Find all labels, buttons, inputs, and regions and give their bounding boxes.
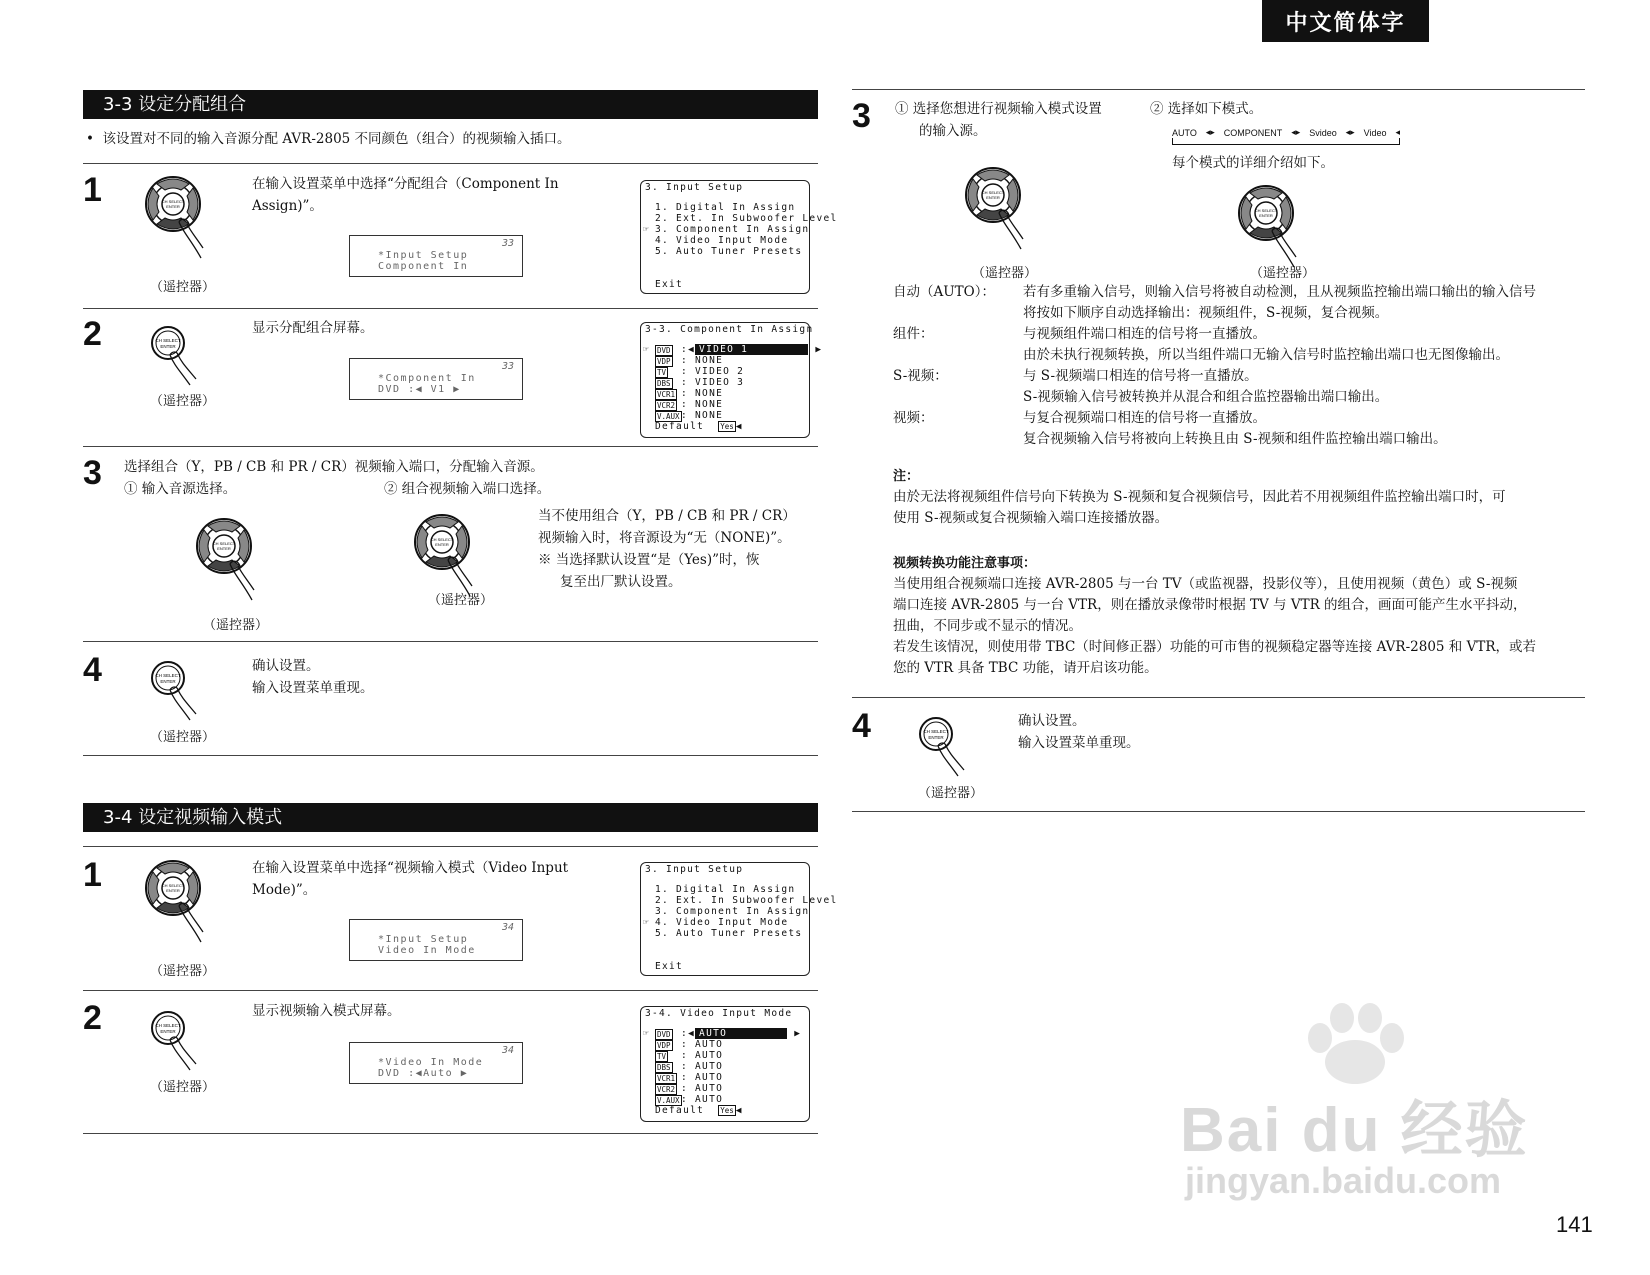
step-text: 在输入设置菜单中选择“视频输入模式（Video Input Mode)”。 (252, 860, 569, 898)
svg-text:CH SELECT: CH SELECT (155, 1023, 181, 1028)
osd-source-value: :◀ AUTO ▶ (681, 1028, 802, 1039)
svg-text:CH SELECT: CH SELECT (155, 338, 181, 343)
mode-description: 与视频组件端口相连的信号将一直播放。 (1023, 326, 1266, 342)
osd-source-label: TV (657, 368, 667, 377)
mode-term (893, 345, 1023, 366)
svg-text:ENTER: ENTER (928, 735, 944, 740)
caution-text: 当使用组合视频端口连接 AVR-2805 与一台 TV（或监视器，投影仪等），且使用视频（黄色）或 S-视频 端口连接 AVR-2805 与一台 VTR，则在播放录像带时根据 TV 与 VTR 的组合，画面可能产生水平抖动， 扭曲，不同步或不显示的情况。 若发生该情况，则使用带 TBC（时间修正器）功能的可市售的视频稳定器等连接 AVR-2805 和 VTR，或若 您的 VTR 具备 TBC 功能，请开启该功能。 (893, 576, 1536, 676)
mode-term (893, 303, 1023, 324)
remote-caption: （遥控器） (203, 618, 269, 633)
svg-text:CH SELECT: CH SELECT (161, 199, 185, 204)
mode-description: 由於未执行视频转换，所以当组件端口无输入信号时监控输出端口也无图像输出。 (1023, 347, 1509, 363)
mode-term (893, 429, 1023, 450)
divider (83, 163, 818, 164)
mode-definitions (893, 282, 1583, 450)
step-text: 显示视频输入模式屏幕。 (252, 1003, 401, 1019)
svg-text:ENTER: ENTER (986, 195, 1000, 200)
mode-description: 复合视频输入信号将被向上转换且由 S-视频和组件监控输出端口输出。 (1023, 431, 1447, 447)
svg-text:CH SELECT: CH SELECT (981, 190, 1005, 195)
osd-source-value: : AUTO (681, 1083, 724, 1094)
svg-text:ENTER: ENTER (166, 888, 180, 893)
osd-default-row: Default Yes ◀ (655, 1105, 743, 1116)
osd-source-value: : VIDEO 3 (681, 377, 745, 388)
osd-source-label: VDP (657, 1041, 671, 1050)
svg-text:CH SELECT: CH SELECT (1254, 208, 1278, 213)
svg-text:CH SELECT: CH SELECT (212, 541, 236, 546)
menu-cursor-icon: ☞ (643, 1028, 651, 1039)
remote-caption: （遥控器） (150, 730, 216, 745)
svg-text:CH SELECT: CH SELECT (430, 537, 454, 542)
watermark-url: jingyan.baidu.com (1185, 1160, 1502, 1201)
mode-term: 组件： (893, 326, 934, 342)
step-text: 在输入设置菜单中选择“分配组合（Component In Assign)”。 (252, 176, 559, 214)
osd-video-input-mode-screen (640, 1006, 810, 1122)
step-text: 确认设置。 输入设置菜单重现。 (1018, 713, 1140, 751)
osd-source-value: : AUTO (681, 1061, 724, 1072)
step-sub: ① 选择您想进行视频输入模式设置 的输入源。 (895, 101, 1102, 139)
watermark-brand: Bai du 经验 (1180, 1096, 1529, 1165)
divider (83, 990, 818, 991)
mode-cycle-diagram: AUTO ◂▸ COMPONENT ◂▸ Svideo ◂▸ Video ◂ (1172, 127, 1402, 149)
remote-caption: （遥控器） (1250, 266, 1316, 281)
remote-enter-button-icon (150, 1010, 210, 1079)
mode-description: 将按如下顺序自动选择输出：视频组件，S-视频，复合视频。 (1023, 305, 1389, 321)
step-note: 当不使用组合（Y，PB / CB 和 PR / CR） 视频输入时，将音源设为“无（NONE)”。 ※ 当选择默认设置“是（Yes)”时，恢 复至出厂默认设置。 (538, 508, 796, 590)
svg-text:ENTER: ENTER (217, 546, 231, 551)
section-3-3-bullet: • 该设置对不同的输入音源分配 AVR-2805 不同颜色（组合）的视频输入插口。 (86, 131, 571, 147)
mode-component: COMPONENT (1223, 127, 1283, 138)
remote-enter-button-icon (918, 716, 978, 785)
remote-arrow-pad-icon (143, 174, 203, 268)
step-number: 1 (83, 171, 102, 209)
mode-video: Video (1363, 127, 1387, 138)
note-text: 由於无法将视频组件信号向下转换为 S-视频和复合视频信号，因此若不用视频组件监控输出端口时，可 使用 S-视频或复合视频输入端口连接播放器。 (893, 489, 1506, 526)
menu-cursor-icon: ☞ (643, 917, 651, 928)
osd-source-value: : NONE (681, 399, 724, 410)
caution-heading: 视频转换功能注意事项： (893, 556, 1037, 571)
osd-source-value: : AUTO (681, 1072, 724, 1083)
mode-description: 若有多重输入信号，则输入信号将被自动检测，且从视频监控输出端口输出的输入信号 (1023, 284, 1536, 300)
osd-source-value: : AUTO (681, 1050, 724, 1061)
mode-description: 与复合视频端口相连的信号将一直播放。 (1023, 410, 1266, 426)
osd-source-value: : NONE (681, 388, 724, 399)
step-sub: ② 组合视频输入端口选择。 (384, 481, 551, 497)
osd-source-label: DBS (657, 1063, 671, 1072)
step-number: 1 (83, 856, 102, 894)
svg-text:ENTER: ENTER (1259, 213, 1273, 218)
lcd-display: 34 *Video In Mode DVD :◀Auto ▶ (349, 1042, 523, 1084)
divider (852, 811, 1585, 812)
remote-caption: （遥控器） (150, 1080, 216, 1095)
step-sub: ① 输入音源选择。 (124, 481, 237, 497)
mode-term: 自动（AUTO）： (893, 284, 995, 300)
note-heading: 注： (893, 469, 920, 484)
osd-source-value: :◀ VIDEO 1 ▶ (681, 344, 823, 355)
lcd-display: 33 *Input Setup Component In (349, 235, 523, 277)
remote-enter-button-icon (150, 660, 210, 729)
osd-source-label: DVD (657, 346, 671, 355)
svg-text:ENTER: ENTER (160, 679, 176, 684)
page-number: 141 (1556, 1212, 1593, 1237)
osd-input-setup-menu: 3. Input Setup 1. Digital In Assign 2. Ext. In Subwoofer Level ☞ 3. Component In Assign 4. Video Input Mode 5. Auto Tuner Presets Exit (640, 180, 810, 294)
step-number: 2 (83, 315, 102, 353)
svg-text:CH SELECT: CH SELECT (161, 883, 185, 888)
osd-component-assign-screen (640, 322, 823, 438)
svg-text:CH SELECT: CH SELECT (155, 673, 181, 678)
divider (83, 308, 818, 309)
section-3-3-title: 3-3 设定分配组合 (83, 90, 818, 119)
remote-caption: （遥控器） (428, 593, 494, 608)
osd-default-row: Default Yes ◀ (655, 421, 743, 432)
svg-text:ENTER: ENTER (166, 204, 180, 209)
osd-source-value: : NONE (681, 355, 724, 366)
step-text: 显示分配组合屏幕。 (252, 320, 374, 336)
remote-arrow-pad-icon (194, 516, 254, 610)
step-number: 3 (83, 454, 102, 492)
step-sub: ② 选择如下模式。 (1150, 101, 1263, 117)
mode-term (893, 387, 1023, 408)
step-number: 2 (83, 999, 102, 1037)
svg-text:ENTER: ENTER (160, 344, 176, 349)
remote-caption: （遥控器） (150, 964, 216, 979)
remote-arrow-pad-icon (143, 858, 203, 952)
remote-enter-button-icon (150, 325, 210, 394)
step-number: 4 (852, 707, 871, 745)
osd-title: 3-3. Component In Assign (645, 324, 814, 335)
osd-source-value: : NONE (681, 410, 724, 421)
osd-source-label: V.AUX (657, 1096, 680, 1105)
osd-source-label: DVD (657, 1030, 671, 1039)
menu-cursor-icon: ☞ (643, 344, 651, 355)
osd-source-value: : AUTO (681, 1094, 724, 1105)
step-text: 确认设置。 输入设置菜单重现。 (252, 658, 374, 696)
osd-title: 3-4. Video Input Mode (645, 1008, 793, 1019)
osd-source-label: DBS (657, 379, 671, 388)
divider (852, 697, 1585, 698)
lcd-display: 34 *Input Setup Video In Mode (349, 919, 523, 961)
remote-caption: （遥控器） (972, 266, 1038, 281)
mode-svideo: Svideo (1309, 127, 1337, 138)
divider (83, 755, 818, 756)
mode-term: 视频： (893, 410, 934, 426)
lcd-display: 33 *Component In DVD :◀ V1 ▶ (349, 358, 523, 400)
svg-text:ENTER: ENTER (435, 542, 449, 547)
osd-source-label: VDP (657, 357, 671, 366)
osd-source-label: VCR2 (657, 1085, 676, 1094)
step-text: 选择组合（Y，PB / CB 和 PR / CR）视频输入端口，分配输入音源。 (124, 459, 544, 475)
step-number: 3 (852, 97, 871, 135)
paw-logo-icon (1300, 1000, 1410, 1090)
mode-term: S-视频： (893, 368, 948, 384)
remote-arrow-pad-icon (963, 165, 1023, 259)
osd-source-label: VCR2 (657, 401, 676, 410)
divider (83, 446, 818, 447)
section-3-4-title: 3-4 设定视频输入模式 (83, 803, 818, 832)
remote-caption: （遥控器） (150, 280, 216, 295)
detail-intro: 每个模式的详细介绍如下。 (1172, 155, 1334, 171)
osd-source-label: TV (657, 1052, 667, 1061)
osd-source-value: : VIDEO 2 (681, 366, 745, 377)
divider (83, 846, 818, 847)
remote-caption: （遥控器） (918, 786, 984, 801)
svg-text:CH SELECT: CH SELECT (923, 729, 949, 734)
divider (83, 1133, 818, 1134)
osd-source-label: VCR1 (657, 390, 676, 399)
osd-source-label: VCR1 (657, 1074, 676, 1083)
step-number: 4 (83, 651, 102, 689)
mode-description: 与 S-视频端口相连的信号将一直播放。 (1023, 368, 1258, 384)
remote-caption: （遥控器） (150, 394, 216, 409)
osd-input-setup-menu: 3. Input Setup 1. Digital In Assign 2. Ext. In Subwoofer Level 3. Component In Assign ☞ 4. Video Input Mode 5. Auto Tuner Presets Exit (640, 862, 810, 976)
menu-cursor-icon: ☞ (643, 224, 651, 235)
svg-text:ENTER: ENTER (160, 1029, 176, 1034)
mode-auto: AUTO (1172, 127, 1197, 138)
language-tab: 中文简体字 (1262, 0, 1429, 42)
divider (852, 89, 1585, 90)
osd-source-value: : AUTO (681, 1039, 724, 1050)
divider (83, 641, 818, 642)
mode-description: S-视频输入信号被转换并从混合和组合监控器输出端口输出。 (1023, 389, 1389, 405)
osd-source-label: V.AUX (657, 412, 680, 421)
